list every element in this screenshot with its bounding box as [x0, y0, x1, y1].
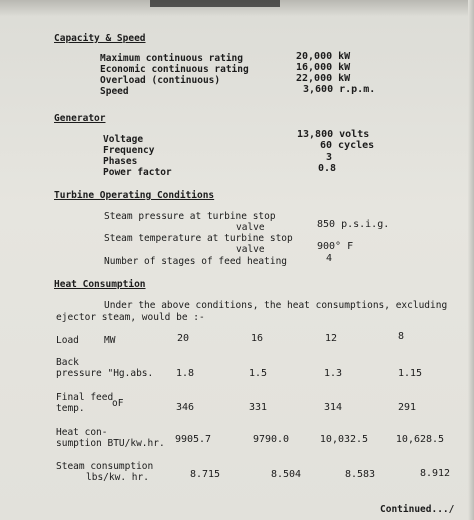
capacity-value: 22,000 kW [296, 73, 351, 84]
table-cell: 10,628.5 [395, 434, 445, 445]
row-label: Final feed [56, 392, 114, 403]
turbine-value: 900° F [317, 241, 354, 252]
capacity-heading: Capacity & Speed [54, 33, 146, 44]
header-fragment [150, 0, 280, 7]
table-cell: 8 [397, 331, 405, 342]
turbine-label: Steam pressure at turbine stop [104, 211, 276, 222]
generator-value: 3 [326, 152, 333, 163]
row-label: Load [56, 335, 79, 346]
table-cell: 10,032.5 [319, 434, 369, 445]
generator-value: 13,800 volts [297, 129, 370, 140]
table-cell: 291 [397, 402, 417, 413]
table-cell: 8.583 [344, 469, 376, 480]
table-cell: 346 [175, 402, 195, 413]
capacity-value: 3,600 r.p.m. [303, 84, 376, 95]
page-edge [468, 0, 474, 520]
turbine-label: Steam temperature at turbine stop [104, 233, 293, 244]
table-cell: 1.15 [397, 368, 423, 379]
row-label-cont: temp. [56, 403, 85, 414]
heat-intro: Under the above conditions, the heat consumptions, excluding [104, 300, 448, 311]
table-cell: 1.3 [323, 368, 343, 379]
heat-heading: Heat Consumption [54, 279, 146, 290]
turbine-label: Number of stages of feed heating [104, 256, 288, 267]
table-cell: 16 [250, 333, 264, 344]
continued-note: Continued.../ [380, 504, 455, 515]
turbine-heading: Turbine Operating Conditions [54, 190, 215, 201]
capacity-value: 20,000 kW [296, 51, 351, 62]
turbine-value: 850 p.s.i.g. [317, 219, 390, 230]
capacity-label: Maximum continuous rating [100, 53, 243, 64]
table-cell: 314 [323, 402, 343, 413]
row-unit: MW [104, 335, 116, 346]
row-unit: oF [112, 398, 124, 409]
generator-label: Voltage [103, 134, 144, 145]
row-label: Steam consumption [56, 461, 154, 472]
capacity-label: Overload (continuous) [100, 75, 221, 86]
row-label-cont: pressure "Hg.abs. [56, 368, 154, 379]
capacity-label: Economic continuous rating [100, 64, 249, 75]
table-cell: 8.504 [270, 469, 302, 480]
capacity-value: 16,000 kW [296, 62, 351, 73]
table-cell: 331 [248, 402, 268, 413]
generator-heading: Generator [54, 113, 106, 124]
table-cell: 1.8 [175, 368, 195, 379]
table-cell: 8.912 [419, 468, 451, 479]
generator-label: Phases [103, 156, 138, 167]
turbine-label-cont: valve [236, 244, 265, 255]
row-label-cont: sumption BTU/kw.hr. [56, 438, 165, 449]
turbine-label-cont: valve [236, 222, 265, 233]
row-label: Heat con- [56, 427, 108, 438]
turbine-value: 4 [326, 253, 333, 264]
row-label-cont: lbs/kw. hr. [86, 472, 149, 483]
row-label: Back [56, 357, 79, 368]
table-cell: 9905.7 [174, 434, 212, 445]
generator-label: Frequency [103, 145, 155, 156]
table-cell: 8.715 [189, 469, 221, 480]
table-cell: 9790.0 [252, 434, 290, 445]
table-cell: 12 [324, 333, 338, 344]
table-cell: 20 [176, 333, 190, 344]
table-cell: 1.5 [248, 368, 268, 379]
capacity-label: Speed [100, 86, 129, 97]
generator-value: 0.8 [318, 163, 337, 174]
generator-label: Power factor [103, 167, 172, 178]
generator-value: 60 cycles [320, 140, 375, 151]
heat-intro: ejector steam, would be :- [56, 312, 205, 323]
